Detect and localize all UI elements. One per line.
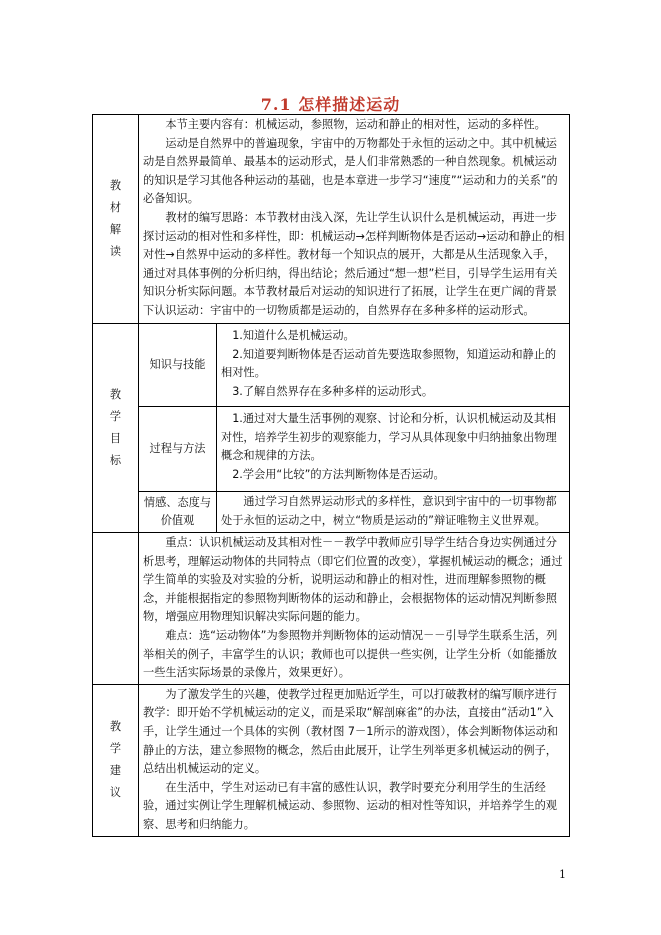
textbook-row [93,115,570,324]
label-char: 解 [109,223,122,236]
goal-row-attitude [93,492,570,533]
goal-content [217,492,570,533]
paragraph: 重点：认识机械运动及其相对性－－教学中教师应引导学生结合身边实例通过分析思考，理解运动物体的共同特点（即它们位置的改变），掌握机械运动的概念；通过学生简单的实验及对实验的分析，说明运动和静止的相对性，进而理解参照物的概念，并能根据指定的参照物判断物体的运动和静止，会根据物体的运动情况判断参照物，增强应用物理知识解决实际问题的能力。 [143,536,563,624]
lesson-table [92,114,570,837]
suggestion-content [139,684,570,836]
label-char: 议 [109,786,122,800]
goal-content [217,407,570,492]
goal-item: 1.通过对大量生活事例的观察、讨论和分析，认识机械运动及其相对性，培养学生初步的观察能力，学习从具体现象中归纳抽象出物理概念和规律的方法。 [221,412,557,463]
paragraph: 运动是自然界中的普遍现象，宇宙中的万物都处于永恒的运动之中。其中机械运动是自然界最简单、最基本的运动形式，是人们非常熟悉的一种自然现象。机械运动的知识是学习其他各种运动的基础，也是本章进一步学习“速度”“运动和力的关系”的必备知识。 [143,136,558,206]
goal-item: 1.知道什么是机械运动。 [232,329,355,342]
paragraph: 难点：选“运动物体”为参照物并判断物体的运动情况－－引导学生联系生活，列举相关的例子，丰富学生的认识；教师也可以提供一些实例，让学生分析（如能播放一些生活实际场景的录像片，效果更好）。 [143,628,558,680]
goal-content [217,324,570,407]
label-char: 教 [109,720,122,734]
goal-name: 知识与技能 [139,324,217,407]
focus-content [139,533,570,685]
paragraph: 教材的编写思路：本节教材由浅入深，先让学生认识什么是机械运动，再进一步探讨运动的相对性和多样性，即：机械运动→怎样判断物体是否运动→运动和静止的相对性→自然界中运动的多样性。教材每一个知识点的展开，大都是从生活现象入手，通过对具体事例的分析归纳，得出结论；然后通过“想一想”栏目，引导学生运用有关知识分析实际问题。本节教材最后对运动的知识进行了拓展，让学生在更广阔的背景下认识运动：宇宙中的一切物质都是运动的，自然界存在多种多样的运动形式。 [143,210,565,317]
paragraph: 在生活中，学生对运动已有丰富的感性认识，教学时要充分利用学生的生活经验，通过实例让学生理解机械运动、参照物、运动的相对性等知识，并培养学生的观察、思考和归纳能力。 [143,780,557,831]
goal-row-knowledge [93,324,570,407]
textbook-content [139,115,570,324]
label-char: 材 [109,201,122,214]
paragraph: 为了激发学生的兴趣，使教学过程更加贴近学生，可以打破教材的编写顺序进行教学：即开始不学机械运动的定义，而是采取“解剖麻雀”的办法，直接由“活动1”入手，让学生通过一个具体的实例（教材图 7－1所示的游戏图），体会判断物体运动和静止的方法，建立参照物的概念，然后由此展开，让学生列举更多机械运动的例子，总结出机械运动的定义。 [143,687,558,776]
label-char: 目 [109,432,122,445]
goal-item: 通过学习自然界运动形式的多样性，意识到宇宙中的一切事物都处于永恒的运动之中，树立“物质是运动的”辩证唯物主义世界观。 [221,495,557,527]
goals-label [93,324,139,533]
goal-name: 情感、态度与价值观 [139,492,217,533]
label-char: 标 [109,454,122,467]
page-number: 1 [559,868,566,881]
goal-item: 2.知道要判断物体是否运动首先要选取参照物，知道运动和静止的相对性。 [221,347,557,380]
focus-row [93,533,570,685]
goal-item: 2.学会用“比较”的方法判断物体是否运动。 [232,467,445,481]
suggestion-row [93,684,570,836]
label-char: 教 [109,179,122,192]
label-char: 学 [109,410,122,423]
goal-row-process [93,407,570,492]
textbook-label [93,115,139,324]
label-char: 建 [109,764,122,778]
label-char: 教 [109,388,122,401]
suggestion-label [93,684,139,836]
page-title: 7.1 怎样描述运动 [260,95,401,114]
label-char: 读 [109,245,122,258]
goal-item: 3.了解自然界存在多种多样的运动形式。 [232,384,434,398]
focus-label [93,533,139,685]
label-char: 学 [109,742,122,756]
goal-name: 过程与方法 [139,407,217,492]
paragraph: 本节主要内容有：机械运动，参照物，运动和静止的相对性，运动的多样性。 [165,118,546,131]
